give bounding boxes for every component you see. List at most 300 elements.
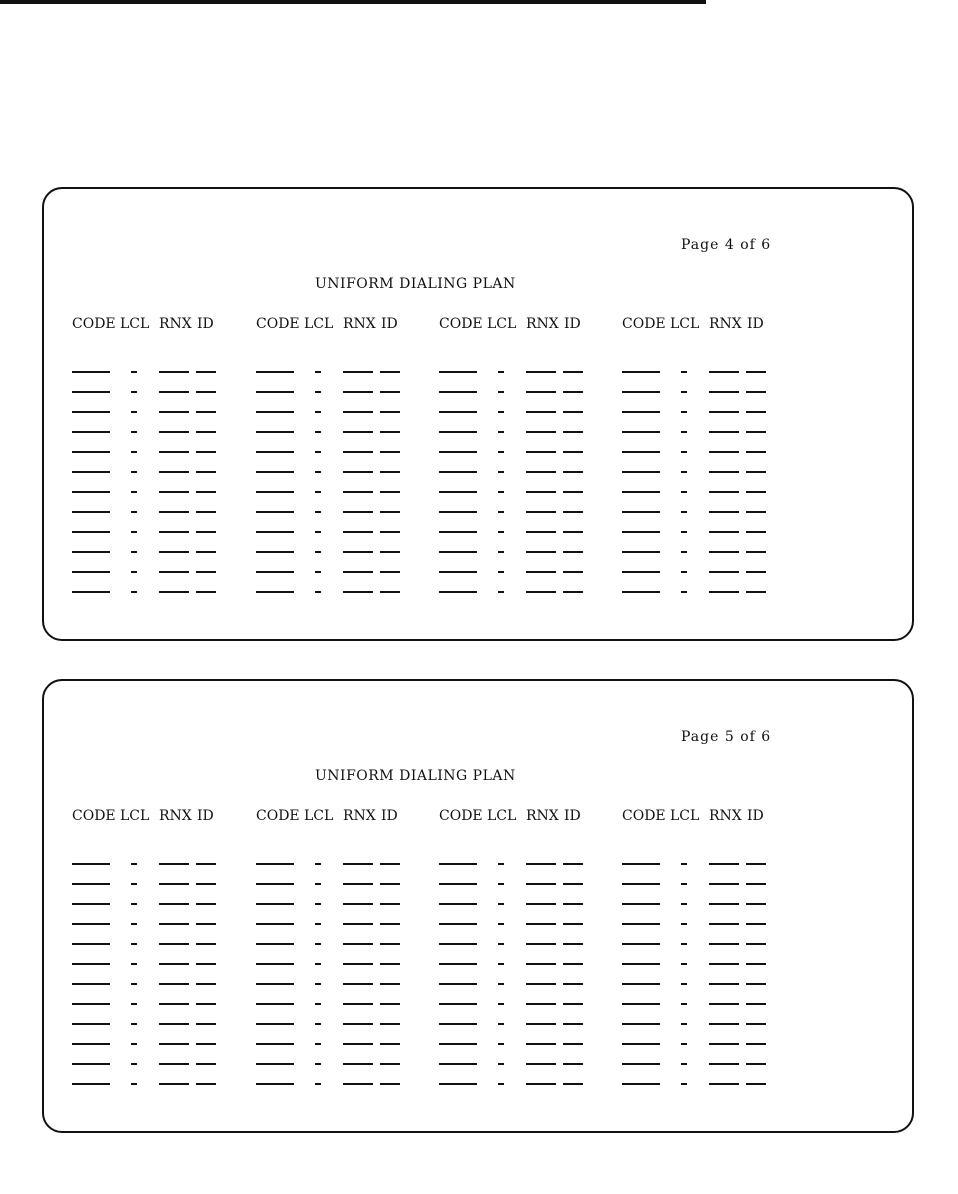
rnx-entry-field[interactable] xyxy=(159,531,189,533)
code-entry-field[interactable] xyxy=(622,551,660,553)
rnx-entry-field[interactable] xyxy=(159,943,189,945)
code-entry-field[interactable] xyxy=(72,451,110,453)
rnx-entry-field[interactable] xyxy=(526,431,556,433)
lcl-entry-field[interactable] xyxy=(131,451,137,453)
id-entry-field[interactable] xyxy=(380,1023,400,1025)
id-entry-field[interactable] xyxy=(746,903,766,905)
code-entry-field[interactable] xyxy=(439,943,477,945)
rnx-entry-field[interactable] xyxy=(343,963,373,965)
id-entry-field[interactable] xyxy=(563,571,583,573)
lcl-entry-field[interactable] xyxy=(315,1043,321,1045)
lcl-entry-field[interactable] xyxy=(131,1003,137,1005)
rnx-entry-field[interactable] xyxy=(526,471,556,473)
code-entry-field[interactable] xyxy=(256,1003,294,1005)
lcl-entry-field[interactable] xyxy=(681,511,687,513)
id-entry-field[interactable] xyxy=(196,371,216,373)
rnx-entry-field[interactable] xyxy=(343,863,373,865)
id-entry-field[interactable] xyxy=(563,923,583,925)
id-entry-field[interactable] xyxy=(746,491,766,493)
lcl-entry-field[interactable] xyxy=(131,411,137,413)
code-entry-field[interactable] xyxy=(622,1043,660,1045)
lcl-entry-field[interactable] xyxy=(498,531,504,533)
lcl-entry-field[interactable] xyxy=(681,391,687,393)
id-entry-field[interactable] xyxy=(380,1063,400,1065)
rnx-entry-field[interactable] xyxy=(343,471,373,473)
lcl-entry-field[interactable] xyxy=(681,983,687,985)
code-entry-field[interactable] xyxy=(72,983,110,985)
id-entry-field[interactable] xyxy=(196,491,216,493)
id-entry-field[interactable] xyxy=(196,943,216,945)
lcl-entry-field[interactable] xyxy=(131,371,137,373)
lcl-entry-field[interactable] xyxy=(498,943,504,945)
id-entry-field[interactable] xyxy=(196,1063,216,1065)
rnx-entry-field[interactable] xyxy=(159,411,189,413)
code-entry-field[interactable] xyxy=(622,391,660,393)
lcl-entry-field[interactable] xyxy=(681,471,687,473)
id-entry-field[interactable] xyxy=(563,1023,583,1025)
rnx-entry-field[interactable] xyxy=(709,391,739,393)
lcl-entry-field[interactable] xyxy=(498,431,504,433)
lcl-entry-field[interactable] xyxy=(315,923,321,925)
lcl-entry-field[interactable] xyxy=(131,491,137,493)
code-entry-field[interactable] xyxy=(622,471,660,473)
rnx-entry-field[interactable] xyxy=(526,1023,556,1025)
rnx-entry-field[interactable] xyxy=(159,863,189,865)
lcl-entry-field[interactable] xyxy=(681,431,687,433)
id-entry-field[interactable] xyxy=(196,451,216,453)
code-entry-field[interactable] xyxy=(622,863,660,865)
lcl-entry-field[interactable] xyxy=(681,1043,687,1045)
lcl-entry-field[interactable] xyxy=(498,1063,504,1065)
lcl-entry-field[interactable] xyxy=(681,491,687,493)
id-entry-field[interactable] xyxy=(196,591,216,593)
code-entry-field[interactable] xyxy=(256,371,294,373)
code-entry-field[interactable] xyxy=(439,411,477,413)
id-entry-field[interactable] xyxy=(196,531,216,533)
code-entry-field[interactable] xyxy=(256,451,294,453)
id-entry-field[interactable] xyxy=(746,1003,766,1005)
rnx-entry-field[interactable] xyxy=(709,983,739,985)
lcl-entry-field[interactable] xyxy=(131,923,137,925)
id-entry-field[interactable] xyxy=(196,1083,216,1085)
code-entry-field[interactable] xyxy=(72,1043,110,1045)
lcl-entry-field[interactable] xyxy=(498,983,504,985)
code-entry-field[interactable] xyxy=(72,943,110,945)
code-entry-field[interactable] xyxy=(622,431,660,433)
rnx-entry-field[interactable] xyxy=(709,451,739,453)
lcl-entry-field[interactable] xyxy=(315,411,321,413)
code-entry-field[interactable] xyxy=(439,571,477,573)
rnx-entry-field[interactable] xyxy=(159,963,189,965)
lcl-entry-field[interactable] xyxy=(315,883,321,885)
id-entry-field[interactable] xyxy=(380,983,400,985)
code-entry-field[interactable] xyxy=(622,963,660,965)
code-entry-field[interactable] xyxy=(256,983,294,985)
id-entry-field[interactable] xyxy=(380,471,400,473)
code-entry-field[interactable] xyxy=(622,983,660,985)
id-entry-field[interactable] xyxy=(196,471,216,473)
code-entry-field[interactable] xyxy=(256,591,294,593)
rnx-entry-field[interactable] xyxy=(159,491,189,493)
lcl-entry-field[interactable] xyxy=(131,571,137,573)
lcl-entry-field[interactable] xyxy=(681,531,687,533)
id-entry-field[interactable] xyxy=(746,411,766,413)
code-entry-field[interactable] xyxy=(439,1023,477,1025)
code-entry-field[interactable] xyxy=(439,983,477,985)
rnx-entry-field[interactable] xyxy=(343,451,373,453)
id-entry-field[interactable] xyxy=(563,391,583,393)
rnx-entry-field[interactable] xyxy=(159,571,189,573)
rnx-entry-field[interactable] xyxy=(343,983,373,985)
rnx-entry-field[interactable] xyxy=(709,1063,739,1065)
lcl-entry-field[interactable] xyxy=(681,1083,687,1085)
rnx-entry-field[interactable] xyxy=(159,511,189,513)
code-entry-field[interactable] xyxy=(439,391,477,393)
lcl-entry-field[interactable] xyxy=(498,903,504,905)
code-entry-field[interactable] xyxy=(72,371,110,373)
code-entry-field[interactable] xyxy=(256,863,294,865)
rnx-entry-field[interactable] xyxy=(343,1023,373,1025)
rnx-entry-field[interactable] xyxy=(526,963,556,965)
id-entry-field[interactable] xyxy=(196,903,216,905)
lcl-entry-field[interactable] xyxy=(131,431,137,433)
lcl-entry-field[interactable] xyxy=(498,371,504,373)
code-entry-field[interactable] xyxy=(622,511,660,513)
code-entry-field[interactable] xyxy=(72,471,110,473)
id-entry-field[interactable] xyxy=(380,371,400,373)
code-entry-field[interactable] xyxy=(439,863,477,865)
id-entry-field[interactable] xyxy=(380,491,400,493)
code-entry-field[interactable] xyxy=(439,883,477,885)
rnx-entry-field[interactable] xyxy=(159,883,189,885)
id-entry-field[interactable] xyxy=(746,451,766,453)
lcl-entry-field[interactable] xyxy=(498,471,504,473)
id-entry-field[interactable] xyxy=(563,903,583,905)
id-entry-field[interactable] xyxy=(563,551,583,553)
rnx-entry-field[interactable] xyxy=(159,471,189,473)
lcl-entry-field[interactable] xyxy=(315,451,321,453)
id-entry-field[interactable] xyxy=(563,1043,583,1045)
rnx-entry-field[interactable] xyxy=(709,591,739,593)
lcl-entry-field[interactable] xyxy=(681,1063,687,1065)
lcl-entry-field[interactable] xyxy=(681,411,687,413)
rnx-entry-field[interactable] xyxy=(709,1023,739,1025)
id-entry-field[interactable] xyxy=(380,963,400,965)
code-entry-field[interactable] xyxy=(256,471,294,473)
lcl-entry-field[interactable] xyxy=(498,923,504,925)
rnx-entry-field[interactable] xyxy=(526,903,556,905)
id-entry-field[interactable] xyxy=(746,391,766,393)
id-entry-field[interactable] xyxy=(196,411,216,413)
code-entry-field[interactable] xyxy=(256,411,294,413)
id-entry-field[interactable] xyxy=(380,1083,400,1085)
lcl-entry-field[interactable] xyxy=(498,491,504,493)
code-entry-field[interactable] xyxy=(439,903,477,905)
id-entry-field[interactable] xyxy=(380,511,400,513)
code-entry-field[interactable] xyxy=(622,1003,660,1005)
id-entry-field[interactable] xyxy=(746,883,766,885)
id-entry-field[interactable] xyxy=(746,531,766,533)
code-entry-field[interactable] xyxy=(622,883,660,885)
rnx-entry-field[interactable] xyxy=(709,371,739,373)
code-entry-field[interactable] xyxy=(256,1083,294,1085)
lcl-entry-field[interactable] xyxy=(315,571,321,573)
lcl-entry-field[interactable] xyxy=(131,963,137,965)
rnx-entry-field[interactable] xyxy=(159,551,189,553)
lcl-entry-field[interactable] xyxy=(315,551,321,553)
id-entry-field[interactable] xyxy=(380,923,400,925)
id-entry-field[interactable] xyxy=(380,411,400,413)
code-entry-field[interactable] xyxy=(439,1003,477,1005)
id-entry-field[interactable] xyxy=(380,451,400,453)
code-entry-field[interactable] xyxy=(256,391,294,393)
rnx-entry-field[interactable] xyxy=(159,923,189,925)
id-entry-field[interactable] xyxy=(196,1043,216,1045)
rnx-entry-field[interactable] xyxy=(343,903,373,905)
lcl-entry-field[interactable] xyxy=(498,1083,504,1085)
code-entry-field[interactable] xyxy=(439,1043,477,1045)
code-entry-field[interactable] xyxy=(622,903,660,905)
rnx-entry-field[interactable] xyxy=(709,943,739,945)
rnx-entry-field[interactable] xyxy=(709,411,739,413)
lcl-entry-field[interactable] xyxy=(315,1023,321,1025)
code-entry-field[interactable] xyxy=(439,451,477,453)
lcl-entry-field[interactable] xyxy=(131,1083,137,1085)
rnx-entry-field[interactable] xyxy=(709,863,739,865)
lcl-entry-field[interactable] xyxy=(498,591,504,593)
lcl-entry-field[interactable] xyxy=(681,963,687,965)
code-entry-field[interactable] xyxy=(72,1023,110,1025)
lcl-entry-field[interactable] xyxy=(498,963,504,965)
code-entry-field[interactable] xyxy=(439,511,477,513)
id-entry-field[interactable] xyxy=(746,371,766,373)
rnx-entry-field[interactable] xyxy=(343,411,373,413)
id-entry-field[interactable] xyxy=(196,511,216,513)
lcl-entry-field[interactable] xyxy=(681,923,687,925)
rnx-entry-field[interactable] xyxy=(159,903,189,905)
rnx-entry-field[interactable] xyxy=(526,571,556,573)
id-entry-field[interactable] xyxy=(746,983,766,985)
id-entry-field[interactable] xyxy=(380,571,400,573)
lcl-entry-field[interactable] xyxy=(131,531,137,533)
id-entry-field[interactable] xyxy=(563,863,583,865)
rnx-entry-field[interactable] xyxy=(343,1003,373,1005)
rnx-entry-field[interactable] xyxy=(159,371,189,373)
id-entry-field[interactable] xyxy=(196,983,216,985)
id-entry-field[interactable] xyxy=(746,571,766,573)
lcl-entry-field[interactable] xyxy=(315,963,321,965)
code-entry-field[interactable] xyxy=(439,551,477,553)
rnx-entry-field[interactable] xyxy=(159,1043,189,1045)
code-entry-field[interactable] xyxy=(72,431,110,433)
rnx-entry-field[interactable] xyxy=(709,431,739,433)
code-entry-field[interactable] xyxy=(256,1063,294,1065)
lcl-entry-field[interactable] xyxy=(681,863,687,865)
rnx-entry-field[interactable] xyxy=(343,551,373,553)
lcl-entry-field[interactable] xyxy=(315,863,321,865)
code-entry-field[interactable] xyxy=(439,923,477,925)
rnx-entry-field[interactable] xyxy=(159,591,189,593)
rnx-entry-field[interactable] xyxy=(526,1043,556,1045)
code-entry-field[interactable] xyxy=(72,571,110,573)
code-entry-field[interactable] xyxy=(622,943,660,945)
id-entry-field[interactable] xyxy=(563,451,583,453)
id-entry-field[interactable] xyxy=(196,1023,216,1025)
lcl-entry-field[interactable] xyxy=(681,571,687,573)
lcl-entry-field[interactable] xyxy=(498,451,504,453)
code-entry-field[interactable] xyxy=(622,1023,660,1025)
code-entry-field[interactable] xyxy=(256,883,294,885)
id-entry-field[interactable] xyxy=(196,923,216,925)
lcl-entry-field[interactable] xyxy=(131,591,137,593)
rnx-entry-field[interactable] xyxy=(526,531,556,533)
id-entry-field[interactable] xyxy=(746,471,766,473)
code-entry-field[interactable] xyxy=(622,1083,660,1085)
lcl-entry-field[interactable] xyxy=(315,591,321,593)
code-entry-field[interactable] xyxy=(622,411,660,413)
code-entry-field[interactable] xyxy=(72,1003,110,1005)
code-entry-field[interactable] xyxy=(72,411,110,413)
lcl-entry-field[interactable] xyxy=(681,1023,687,1025)
id-entry-field[interactable] xyxy=(746,863,766,865)
rnx-entry-field[interactable] xyxy=(343,491,373,493)
code-entry-field[interactable] xyxy=(72,1063,110,1065)
id-entry-field[interactable] xyxy=(380,391,400,393)
rnx-entry-field[interactable] xyxy=(343,943,373,945)
rnx-entry-field[interactable] xyxy=(526,1003,556,1005)
lcl-entry-field[interactable] xyxy=(131,883,137,885)
id-entry-field[interactable] xyxy=(563,963,583,965)
lcl-entry-field[interactable] xyxy=(315,531,321,533)
code-entry-field[interactable] xyxy=(622,591,660,593)
id-entry-field[interactable] xyxy=(196,391,216,393)
lcl-entry-field[interactable] xyxy=(131,1023,137,1025)
id-entry-field[interactable] xyxy=(196,431,216,433)
code-entry-field[interactable] xyxy=(72,863,110,865)
code-entry-field[interactable] xyxy=(439,963,477,965)
id-entry-field[interactable] xyxy=(563,1003,583,1005)
lcl-entry-field[interactable] xyxy=(681,551,687,553)
rnx-entry-field[interactable] xyxy=(526,371,556,373)
id-entry-field[interactable] xyxy=(380,943,400,945)
code-entry-field[interactable] xyxy=(72,1083,110,1085)
rnx-entry-field[interactable] xyxy=(709,491,739,493)
lcl-entry-field[interactable] xyxy=(681,903,687,905)
lcl-entry-field[interactable] xyxy=(681,1003,687,1005)
id-entry-field[interactable] xyxy=(380,903,400,905)
rnx-entry-field[interactable] xyxy=(526,863,556,865)
rnx-entry-field[interactable] xyxy=(343,883,373,885)
code-entry-field[interactable] xyxy=(622,491,660,493)
lcl-entry-field[interactable] xyxy=(315,983,321,985)
lcl-entry-field[interactable] xyxy=(498,511,504,513)
id-entry-field[interactable] xyxy=(196,863,216,865)
rnx-entry-field[interactable] xyxy=(526,591,556,593)
lcl-entry-field[interactable] xyxy=(131,551,137,553)
id-entry-field[interactable] xyxy=(380,883,400,885)
code-entry-field[interactable] xyxy=(256,511,294,513)
lcl-entry-field[interactable] xyxy=(681,883,687,885)
code-entry-field[interactable] xyxy=(256,531,294,533)
lcl-entry-field[interactable] xyxy=(131,1043,137,1045)
rnx-entry-field[interactable] xyxy=(159,1003,189,1005)
lcl-entry-field[interactable] xyxy=(498,1043,504,1045)
id-entry-field[interactable] xyxy=(196,963,216,965)
lcl-entry-field[interactable] xyxy=(315,371,321,373)
lcl-entry-field[interactable] xyxy=(315,471,321,473)
rnx-entry-field[interactable] xyxy=(343,1083,373,1085)
lcl-entry-field[interactable] xyxy=(681,943,687,945)
id-entry-field[interactable] xyxy=(746,591,766,593)
id-entry-field[interactable] xyxy=(380,431,400,433)
id-entry-field[interactable] xyxy=(746,923,766,925)
id-entry-field[interactable] xyxy=(563,1083,583,1085)
lcl-entry-field[interactable] xyxy=(315,943,321,945)
id-entry-field[interactable] xyxy=(563,883,583,885)
code-entry-field[interactable] xyxy=(439,531,477,533)
id-entry-field[interactable] xyxy=(563,471,583,473)
lcl-entry-field[interactable] xyxy=(131,943,137,945)
rnx-entry-field[interactable] xyxy=(343,391,373,393)
lcl-entry-field[interactable] xyxy=(681,591,687,593)
rnx-entry-field[interactable] xyxy=(343,531,373,533)
rnx-entry-field[interactable] xyxy=(526,943,556,945)
rnx-entry-field[interactable] xyxy=(709,1003,739,1005)
code-entry-field[interactable] xyxy=(72,491,110,493)
code-entry-field[interactable] xyxy=(256,1023,294,1025)
id-entry-field[interactable] xyxy=(746,1023,766,1025)
code-entry-field[interactable] xyxy=(256,491,294,493)
rnx-entry-field[interactable] xyxy=(526,451,556,453)
rnx-entry-field[interactable] xyxy=(709,883,739,885)
rnx-entry-field[interactable] xyxy=(526,391,556,393)
rnx-entry-field[interactable] xyxy=(709,531,739,533)
code-entry-field[interactable] xyxy=(439,591,477,593)
code-entry-field[interactable] xyxy=(439,371,477,373)
rnx-entry-field[interactable] xyxy=(159,983,189,985)
code-entry-field[interactable] xyxy=(72,903,110,905)
rnx-entry-field[interactable] xyxy=(709,551,739,553)
code-entry-field[interactable] xyxy=(256,923,294,925)
code-entry-field[interactable] xyxy=(72,591,110,593)
rnx-entry-field[interactable] xyxy=(526,883,556,885)
rnx-entry-field[interactable] xyxy=(526,511,556,513)
rnx-entry-field[interactable] xyxy=(709,923,739,925)
id-entry-field[interactable] xyxy=(380,1003,400,1005)
rnx-entry-field[interactable] xyxy=(526,923,556,925)
rnx-entry-field[interactable] xyxy=(526,411,556,413)
code-entry-field[interactable] xyxy=(72,963,110,965)
rnx-entry-field[interactable] xyxy=(526,983,556,985)
rnx-entry-field[interactable] xyxy=(709,1043,739,1045)
lcl-entry-field[interactable] xyxy=(498,391,504,393)
lcl-entry-field[interactable] xyxy=(498,571,504,573)
code-entry-field[interactable] xyxy=(72,391,110,393)
lcl-entry-field[interactable] xyxy=(131,863,137,865)
code-entry-field[interactable] xyxy=(622,1063,660,1065)
id-entry-field[interactable] xyxy=(746,1063,766,1065)
id-entry-field[interactable] xyxy=(380,591,400,593)
code-entry-field[interactable] xyxy=(622,371,660,373)
rnx-entry-field[interactable] xyxy=(343,431,373,433)
code-entry-field[interactable] xyxy=(439,431,477,433)
lcl-entry-field[interactable] xyxy=(498,551,504,553)
id-entry-field[interactable] xyxy=(746,431,766,433)
code-entry-field[interactable] xyxy=(256,1043,294,1045)
rnx-entry-field[interactable] xyxy=(526,491,556,493)
id-entry-field[interactable] xyxy=(380,1043,400,1045)
rnx-entry-field[interactable] xyxy=(709,903,739,905)
